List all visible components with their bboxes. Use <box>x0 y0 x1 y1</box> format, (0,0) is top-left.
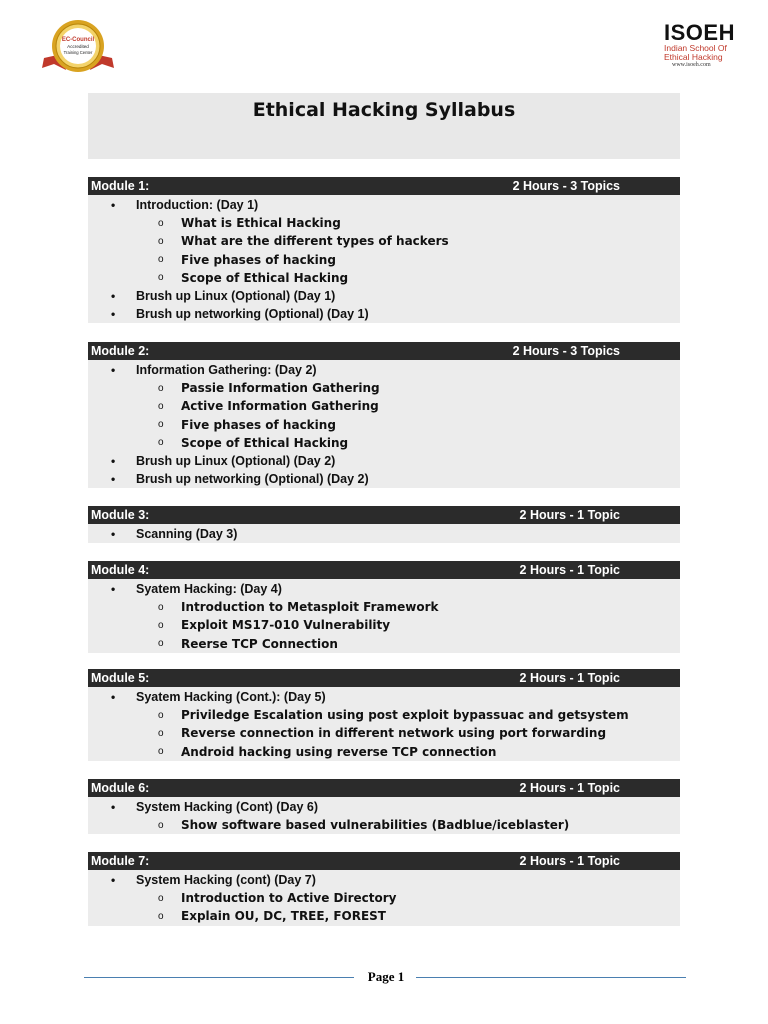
subtopic-text: Scope of Ethical Hacking <box>181 435 349 450</box>
module-topics <box>88 579 680 653</box>
subtopic-text: Scope of Ethical Hacking <box>181 270 349 285</box>
topic-text: Scanning (Day 3) <box>136 527 238 542</box>
module-1 <box>88 177 680 323</box>
subtopic-text: Android hacking using reverse TCP connection <box>181 744 497 759</box>
circle-bullet-icon: o <box>158 709 164 721</box>
module-7 <box>88 852 680 926</box>
subtopic-item <box>88 269 680 287</box>
module-header <box>88 506 680 524</box>
subtopic-text: What is Ethical Hacking <box>181 216 341 231</box>
circle-bullet-icon: o <box>158 892 164 904</box>
isoeh-logo-url: www.isoeh.com <box>672 62 711 68</box>
circle-bullet-icon: o <box>158 419 164 431</box>
topic-item <box>88 305 680 323</box>
circle-bullet-icon: o <box>158 437 164 449</box>
module-6 <box>88 779 680 834</box>
bullet-icon: • <box>111 307 116 322</box>
footer-rule-right <box>416 977 686 978</box>
topic-text: Brush up Linux (Optional) (Day 1) <box>136 289 336 304</box>
subtopic-item <box>88 416 680 434</box>
isoeh-logo-title: ISOEH <box>664 20 735 45</box>
subtopic-text: Introduction to Metasploit Framework <box>181 600 439 615</box>
circle-bullet-icon: o <box>158 746 164 758</box>
topic-item <box>88 452 680 470</box>
module-topics <box>88 797 680 834</box>
page-footer <box>84 967 686 987</box>
subtopic-text: Active Information Gathering <box>181 399 379 414</box>
subtopic-item <box>88 616 680 634</box>
isoeh-logo <box>664 22 744 74</box>
subtopic-text: Reerse TCP Connection <box>181 636 338 651</box>
isoeh-logo-line2: Ethical Hacking <box>664 52 723 62</box>
topic-item <box>88 287 680 305</box>
subtopic-text: Five phases of hacking <box>181 252 336 267</box>
module-duration: 2 Hours - 1 Topic <box>519 781 620 795</box>
subtopic-item <box>88 907 680 925</box>
topic-item <box>88 361 680 379</box>
circle-bullet-icon: o <box>158 601 164 613</box>
subtopic-text: Five phases of hacking <box>181 417 336 432</box>
topic-text: System Hacking (Cont) (Day 6) <box>136 800 318 815</box>
module-duration: 2 Hours - 1 Topic <box>519 671 620 685</box>
module-duration: 2 Hours - 3 Topics <box>512 179 620 193</box>
topic-item <box>88 580 680 598</box>
circle-bullet-icon: o <box>158 272 164 284</box>
topic-item <box>88 470 680 488</box>
subtopic-item <box>88 214 680 232</box>
subtopic-item <box>88 232 680 250</box>
module-label: Module 4: <box>91 563 150 577</box>
circle-bullet-icon: o <box>158 382 164 394</box>
bullet-icon: • <box>111 582 116 597</box>
circle-bullet-icon: o <box>158 727 164 739</box>
module-topics <box>88 195 680 323</box>
circle-bullet-icon: o <box>158 638 164 650</box>
topic-item <box>88 798 680 816</box>
subtopic-item <box>88 397 680 415</box>
module-label: Module 1: <box>91 179 150 193</box>
module-2 <box>88 342 680 488</box>
topic-text: Brush up Linux (Optional) (Day 2) <box>136 454 336 469</box>
topic-text: Syatem Hacking: (Day 4) <box>136 582 282 597</box>
circle-bullet-icon: o <box>158 910 164 922</box>
module-topics <box>88 524 680 543</box>
bullet-icon: • <box>111 289 116 304</box>
topic-text: Brush up networking (Optional) (Day 1) <box>136 307 369 322</box>
document-title: Ethical Hacking Syllabus <box>252 99 516 121</box>
subtopic-item <box>88 889 680 907</box>
circle-bullet-icon: o <box>158 619 164 631</box>
module-4 <box>88 561 680 653</box>
module-header <box>88 177 680 195</box>
bullet-icon: • <box>111 873 116 888</box>
circle-bullet-icon: o <box>158 217 164 229</box>
module-header <box>88 342 680 360</box>
module-topics <box>88 687 680 761</box>
module-topics <box>88 870 680 926</box>
topic-text: Brush up networking (Optional) (Day 2) <box>136 472 369 487</box>
circle-bullet-icon: o <box>158 400 164 412</box>
topic-item <box>88 525 680 543</box>
module-header <box>88 669 680 687</box>
module-topics <box>88 360 680 488</box>
subtopic-text: What are the different types of hackers <box>181 234 449 249</box>
module-duration: 2 Hours - 1 Topic <box>519 508 620 522</box>
document-title-box <box>88 93 680 159</box>
circle-bullet-icon: o <box>158 254 164 266</box>
module-label: Module 5: <box>91 671 150 685</box>
subtopic-text: Reverse connection in different network using port forwarding <box>181 726 607 741</box>
page-number: Page 1 <box>367 969 405 984</box>
module-label: Module 6: <box>91 781 150 795</box>
isoeh-logo-line1: Indian School Of <box>664 43 727 53</box>
subtopic-text: Introduction to Active Directory <box>181 891 397 906</box>
subtopic-item <box>88 379 680 397</box>
ec-council-seal-logo <box>40 18 116 80</box>
module-duration: 2 Hours - 1 Topic <box>519 854 620 868</box>
topic-text: System Hacking (cont) (Day 7) <box>136 873 316 888</box>
module-5 <box>88 669 680 761</box>
module-label: Module 3: <box>91 508 150 522</box>
module-3 <box>88 506 680 543</box>
subtopic-item <box>88 635 680 653</box>
bullet-icon: • <box>111 690 116 705</box>
svg-text:Accredited: Accredited <box>67 44 89 49</box>
topic-item <box>88 688 680 706</box>
module-header <box>88 561 680 579</box>
module-header <box>88 779 680 797</box>
subtopic-item <box>88 251 680 269</box>
bullet-icon: • <box>111 198 116 213</box>
subtopic-item <box>88 743 680 761</box>
svg-text:EC-Council: EC-Council <box>61 37 95 43</box>
topic-item <box>88 196 680 214</box>
bullet-icon: • <box>111 472 116 487</box>
subtopic-item <box>88 724 680 742</box>
subtopic-text: Show software based vulnerabilities (Badblue/iceblaster) <box>181 818 570 833</box>
module-label: Module 2: <box>91 344 150 358</box>
bullet-icon: • <box>111 527 116 542</box>
subtopic-item <box>88 434 680 452</box>
topic-text: Syatem Hacking (Cont.): (Day 5) <box>136 690 326 705</box>
subtopic-text: Passie Information Gathering <box>181 381 380 396</box>
topic-text: Information Gathering: (Day 2) <box>136 363 317 378</box>
subtopic-item <box>88 706 680 724</box>
subtopic-item <box>88 816 680 834</box>
svg-text:Training Center: Training Center <box>63 50 93 55</box>
subtopic-text: Priviledge Escalation using post exploit bypassuac and getsystem <box>181 708 629 723</box>
subtopic-item <box>88 598 680 616</box>
bullet-icon: • <box>111 800 116 815</box>
bullet-icon: • <box>111 454 116 469</box>
circle-bullet-icon: o <box>158 819 164 831</box>
topic-item <box>88 871 680 889</box>
subtopic-text: Explain OU, DC, TREE, FOREST <box>181 909 386 924</box>
module-duration: 2 Hours - 1 Topic <box>519 563 620 577</box>
module-header <box>88 852 680 870</box>
module-label: Module 7: <box>91 854 150 868</box>
topic-text: Introduction: (Day 1) <box>136 198 259 213</box>
seal-icon <box>40 18 116 80</box>
subtopic-text: Exploit MS17-010 Vulnerability <box>181 618 391 633</box>
footer-rule-left <box>84 977 354 978</box>
circle-bullet-icon: o <box>158 235 164 247</box>
bullet-icon: • <box>111 363 116 378</box>
module-duration: 2 Hours - 3 Topics <box>512 344 620 358</box>
